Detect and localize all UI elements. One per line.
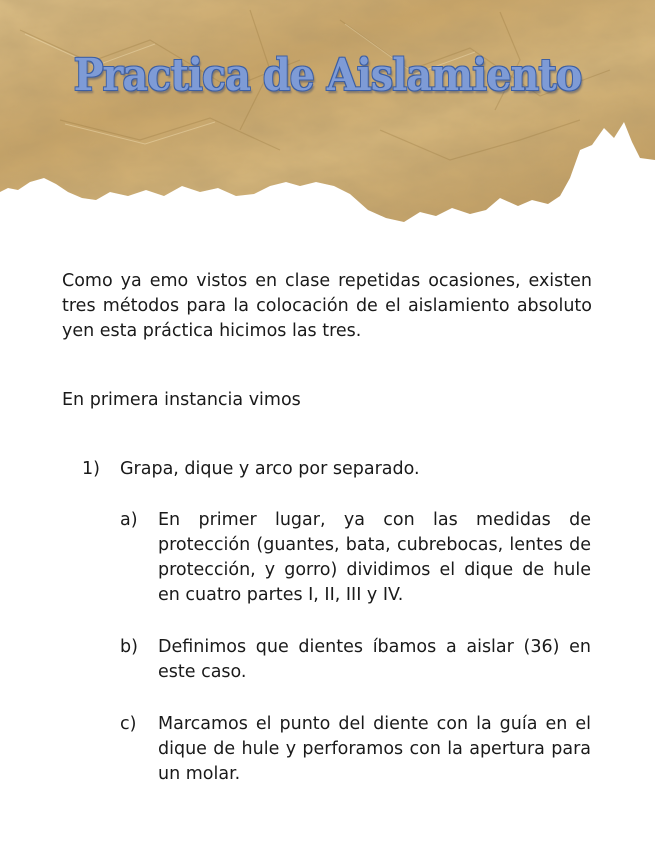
sublist-marker-b: b) <box>120 637 138 657</box>
list-marker-1: 1) <box>82 459 100 479</box>
sublist-marker-c: c) <box>120 714 137 734</box>
sublist-marker-a: a) <box>120 510 138 530</box>
sublist-item-a: En primer lugar, ya con las medidas de protección (guantes, bata, cubrebocas, lentes de protección, y gorro) dividimos el dique de hule en cuatro partes I, II, III y IV. <box>158 510 591 605</box>
sublist-item-b: Definimos que dientes íbamos a aislar (36) en este caso. <box>158 637 591 682</box>
sublist-item-c: Marcamos el punto del diente con la guía en el dique de hule y perforamos con la apertura para un molar. <box>158 714 591 784</box>
lead-paragraph: En primera instancia vimos <box>62 390 301 410</box>
document-title: Practica de Aislamiento <box>73 50 582 101</box>
crumpled-paper-header <box>0 0 655 230</box>
list-item-1: Grapa, dique y arco por separado. <box>120 459 420 479</box>
intro-paragraph: Como ya emo vistos en clase repetidas ocasiones, existen tres métodos para la colocación de el aislamiento absoluto yen esta práctica hicimos las tres. <box>62 271 592 341</box>
